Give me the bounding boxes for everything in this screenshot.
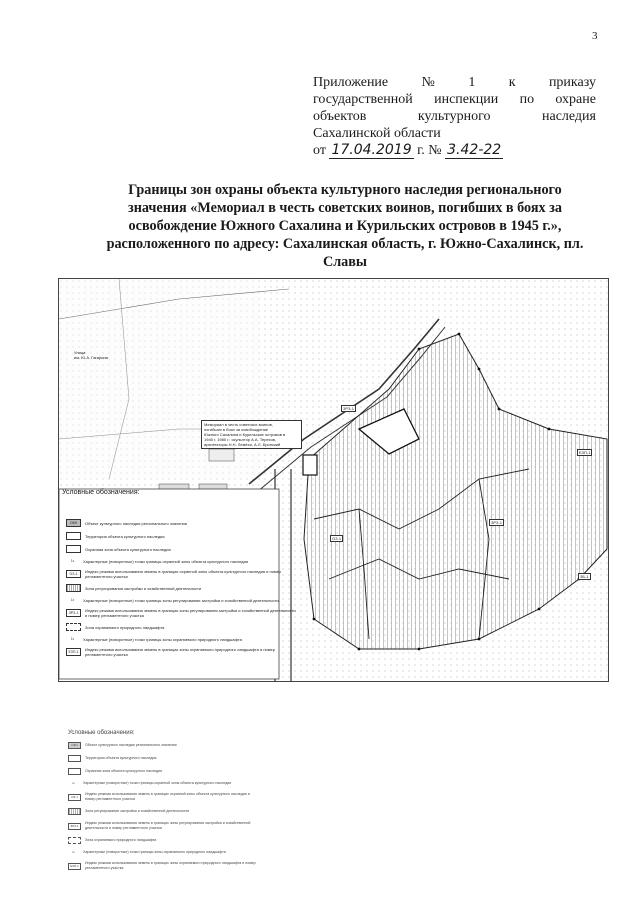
title-line: Границы зон охраны объекта культурного наследия регионального	[128, 182, 562, 198]
appendix-line-2	[313, 91, 596, 108]
secondary-legend-symbol: ОЗ-1	[68, 794, 81, 801]
legend-text: Зона регулирования застройки и хозяйственной деятельности	[85, 585, 202, 591]
title-line: освобождение Южного Сахалина и Курильских островов в 1945 г.»,	[128, 218, 562, 234]
secondary-legend-item	[68, 768, 258, 775]
legend-title: Условные обозначения:	[62, 489, 140, 496]
secondary-legend-title: Условные обозначения:	[68, 730, 135, 736]
appendix-word: охране	[555, 92, 596, 107]
legend-item	[66, 608, 296, 618]
memorial-callout	[201, 420, 302, 449]
boundary-point	[418, 348, 421, 351]
page-number: 3	[592, 30, 598, 42]
legend-symbol	[66, 584, 81, 592]
secondary-legend-item	[68, 821, 258, 831]
secondary-legend-text: Характерные (поворотные) точки границы зоны охраняемого природного ландшафта	[83, 850, 226, 854]
legend-item	[66, 545, 296, 553]
secondary-legend-item	[68, 837, 258, 844]
appendix-word: Приложение	[313, 75, 389, 90]
building	[209, 449, 234, 461]
legend-text: Территория объекта культурного наследия	[85, 533, 165, 539]
boundary-point	[478, 638, 481, 641]
secondary-legend-item	[68, 850, 258, 855]
appendix-line-1	[313, 74, 596, 91]
label-zrz1: ЗРЗ-1	[343, 406, 354, 411]
legend-item	[66, 647, 296, 657]
memorial-object	[303, 455, 317, 475]
secondary-legend-item	[68, 861, 258, 871]
boundary-point	[478, 368, 481, 371]
appendix-word: 1	[468, 75, 476, 90]
secondary-legend-symbol	[68, 808, 81, 815]
secondary-legend-item	[68, 808, 258, 815]
boundary-point	[418, 648, 421, 651]
legend-text: Характерные (поворотные) точки границы охранной зоны объекта культурного наследия	[83, 558, 248, 564]
legend-text: Характерные (поворотные) точки границы зоны охраняемого природного ландшафта	[83, 636, 242, 642]
appendix-word: культурного	[417, 109, 491, 124]
secondary-legend-symbol	[68, 755, 81, 762]
title-line: значения «Мемориал в честь советских воинов, погибших в боях за	[128, 200, 562, 216]
legend-text: Индекс режима использования земель в границах зоны регулирования застройки и хозяйственной деятельности и номер регламентного участка	[85, 608, 296, 618]
secondary-legend-item	[68, 742, 258, 749]
secondary-legend-symbol: 1•	[72, 781, 75, 785]
secondary-legend-text: Объект культурного наследия регионального значения	[85, 743, 177, 747]
appendix-word: наследия	[541, 109, 596, 124]
appendix-header	[313, 74, 596, 159]
secondary-legend-symbol: ЕЗП-1	[68, 863, 81, 870]
legend-item	[66, 623, 296, 631]
boundary-point	[458, 333, 461, 336]
label-street	[73, 350, 109, 360]
secondary-legend-text: Зона регулирования застройки и хозяйственной деятельности	[85, 809, 190, 813]
appendix-word: объектов	[313, 109, 367, 124]
legend-symbol: 1•	[70, 598, 75, 602]
secondary-legend-item	[68, 792, 258, 802]
callout-line: Мемориал в честь советских воинов,	[204, 422, 273, 427]
secondary-legend-text: Индекс режима использования земель в границах зоны охраняемого природного ландшафта и номер регламентного участка	[85, 861, 256, 870]
street-label-line: им. Ю.А. Гагарина	[74, 355, 108, 360]
secondary-legend-item	[68, 755, 258, 762]
legend-symbol: 1•	[70, 559, 75, 563]
secondary-legend-item	[68, 781, 258, 786]
callout-line: архитекторы Н.Н. Лемёхи, А.Л. Бронский	[204, 442, 281, 447]
boundary-point	[538, 608, 541, 611]
map-legend	[66, 519, 296, 662]
boundary-point	[313, 618, 316, 621]
legend-symbol: ЗРЗ-1	[66, 609, 81, 617]
handwritten-order-number: 3.42-22	[447, 142, 502, 158]
appendix-word: к	[508, 75, 516, 90]
appendix-line-3	[313, 108, 596, 125]
title-line: расположенного по адресу: Сахалинская область, г. Южно-Сахалинск, пл.	[106, 236, 584, 252]
appendix-line-4: Сахалинской области	[313, 126, 441, 141]
legend-text: Охранная зона объекта культурного наследия	[85, 546, 171, 552]
date-prefix: от	[313, 143, 326, 158]
appendix-word: приказу	[548, 75, 596, 90]
legend-text: Индекс режима использования земель в границах зоны охраняемого природного ландшафта и номер регламентного участка	[85, 647, 275, 657]
callout-line: Южного Сахалина и Курильских островов в	[204, 432, 286, 437]
secondary-legend-symbol: ОКН	[68, 742, 81, 749]
label-zb1: ЗБ-1	[580, 574, 589, 579]
label-zrz1-second: ЗРЗ-1	[491, 520, 502, 525]
legend-item	[66, 519, 296, 527]
legend-item	[66, 532, 296, 540]
callout-line: погибших в боях за освобождение	[204, 427, 269, 432]
legend-text: Объект культурного наследия регионального значения	[85, 520, 187, 526]
secondary-legend-symbol: 1•	[72, 850, 75, 854]
handwritten-date: 17.04.2019	[331, 142, 412, 158]
secondary-legend-text: Индекс режима использования земель в границах охранной зоны объекта культурного наследия и номер регламентного участка	[85, 792, 250, 801]
legend-symbol	[66, 532, 81, 540]
secondary-legend-text: Характерные (поворотные) точки границы охранной зоны объекта культурного наследия	[83, 781, 232, 785]
street-label-line: Улица	[74, 350, 86, 355]
secondary-legend-text: Территория объекта культурного наследия	[85, 756, 157, 760]
secondary-legend-symbol	[68, 768, 81, 775]
legend-text: Зона охраняемого природного ландшафта	[85, 624, 165, 630]
title-line: Славы	[322, 254, 368, 270]
boundary-point	[358, 648, 361, 651]
secondary-legend-text: Зона охраняемого природного ландшафта	[85, 838, 157, 842]
legend-item	[66, 569, 296, 579]
boundary-point	[548, 428, 551, 431]
legend-symbol: ОЗ-1	[66, 570, 81, 578]
legend-symbol	[66, 623, 81, 631]
document-title	[60, 181, 630, 271]
legend-item	[66, 584, 296, 592]
boundary-point	[498, 408, 501, 411]
legend-symbol: ОКН	[66, 519, 81, 527]
legend-symbol: ЕЗП-1	[66, 648, 81, 656]
secondary-legend-text: Охранная зона объекта культурного наследия	[85, 769, 162, 773]
appendix-word: инспекции	[434, 92, 499, 107]
callout-line: 1945 г. 1980 г.; скульптор А.А. Терехов,	[204, 437, 277, 442]
secondary-legend-symbol: ЗРЗ-1	[68, 823, 81, 830]
legend-item	[66, 597, 296, 603]
legend-symbol: 1•	[70, 637, 75, 641]
legend-text: Характерные (поворотные) точки границы зоны регулирования застройки и хозяйственной деятельности	[83, 597, 279, 603]
legend-symbol	[66, 545, 81, 553]
legend-item	[66, 636, 296, 642]
legend-item	[66, 558, 296, 564]
secondary-legend-symbol	[68, 837, 81, 844]
secondary-legend	[68, 731, 258, 877]
label-oz1: ОЗ-1	[332, 536, 342, 541]
label-ezp1: ЕЗП-1	[579, 450, 591, 455]
legend-text: Индекс режима использования земель в границах охранной зоны объекта культурного наследия и номер регламентного участка	[85, 569, 282, 579]
secondary-legend-text: Индекс режима использования земель в границах зоны регулирования застройки и хозяйственной деятельности и номер регламентного участка	[85, 821, 251, 830]
appendix-word: по	[519, 92, 535, 107]
appendix-word: №	[421, 75, 435, 90]
appendix-word: государственной	[313, 92, 413, 107]
appendix-date-line	[313, 142, 596, 159]
number-prefix: г. №	[417, 143, 442, 158]
